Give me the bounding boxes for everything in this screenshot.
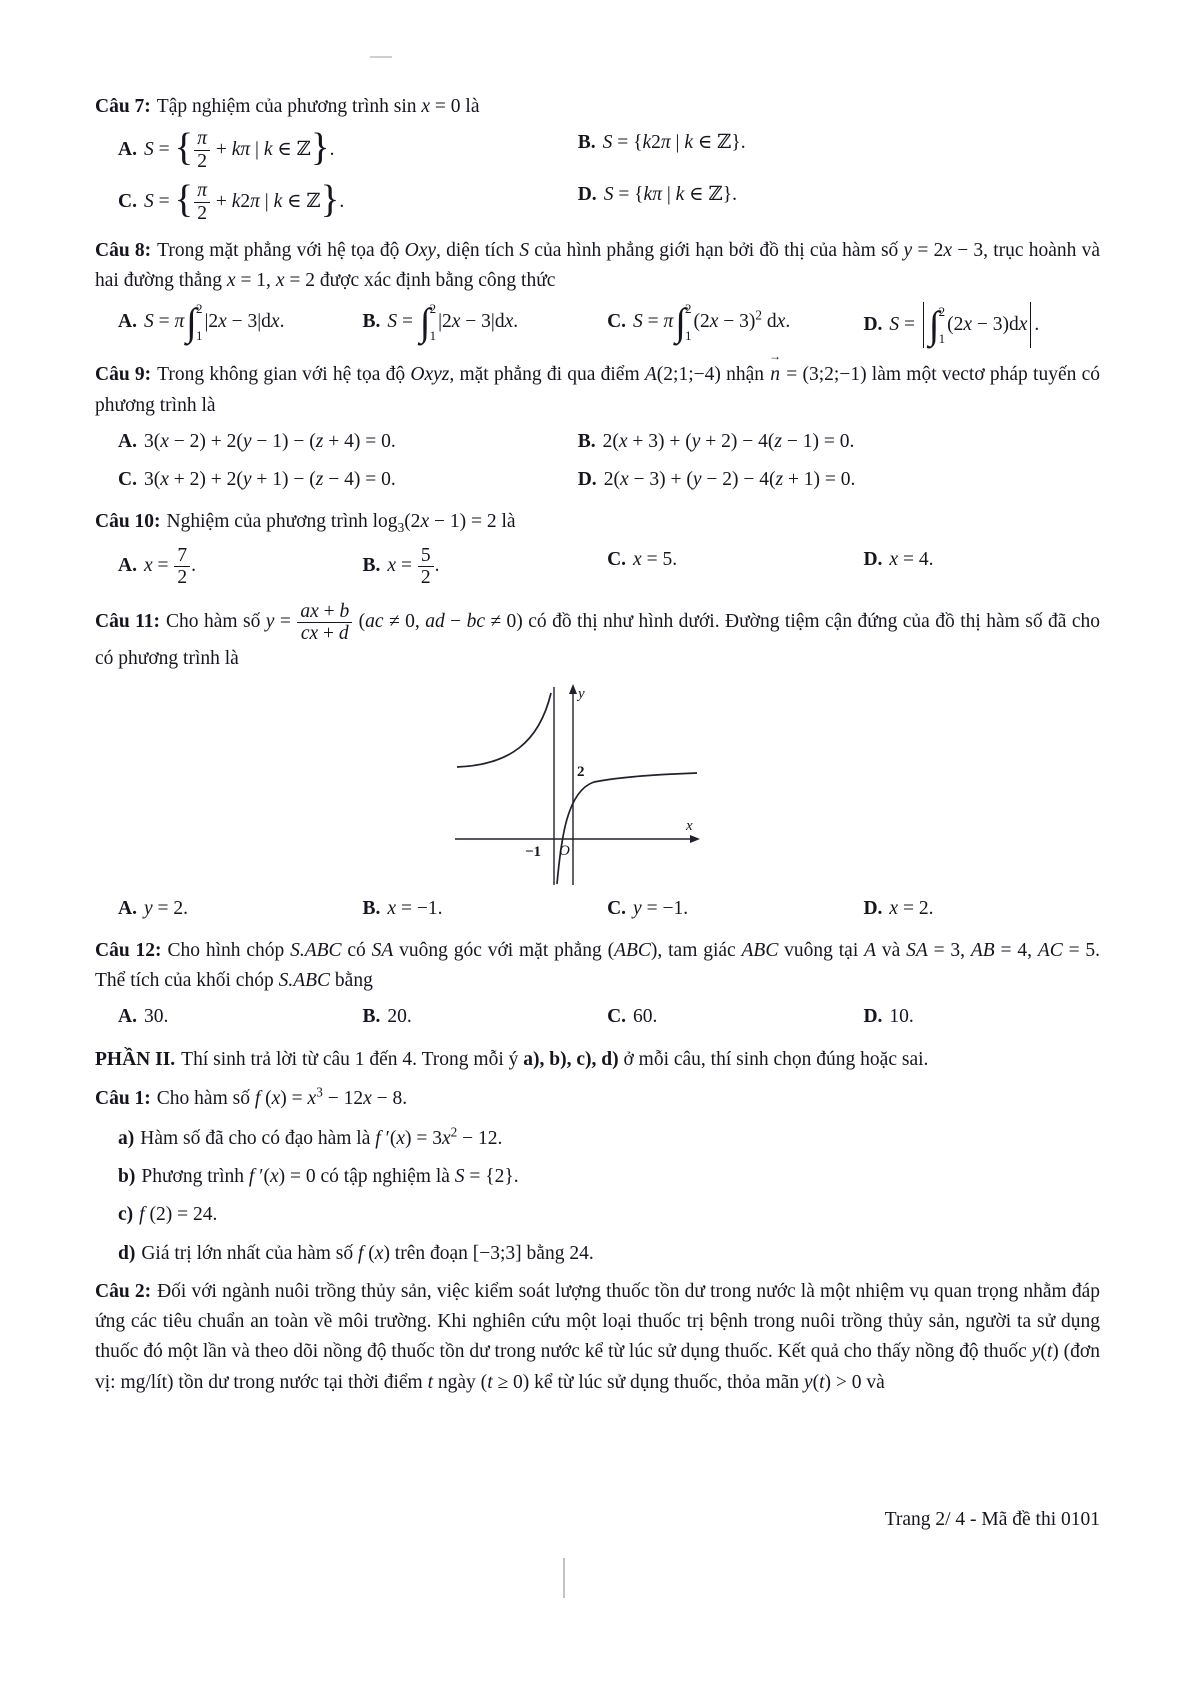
option-key-c: C. <box>607 310 627 332</box>
question-9-option-b <box>578 423 1100 461</box>
question-7 <box>95 92 1100 228</box>
question-8 <box>95 236 1100 352</box>
option-value-d: S = ∫ 2 1 (2x − 3)dx . <box>889 303 1040 347</box>
option-key-a: A. <box>118 310 137 332</box>
question-11-label: Câu 11: <box>95 611 161 632</box>
question-11-statement: Cho hàm số y = $\frac{ax + b}{cx + d}$ (ac ≠ 0, ad − bc ≠ 0) có đồ thị như hình dưới. Đường tiệm cận đứng của đồ thị hàm số đã cho có phương trình là <box>95 600 1101 670</box>
question-7-option-a <box>118 124 570 176</box>
question-9-label: Câu 9: <box>95 364 152 386</box>
option-value-a: x = $\frac{7}{2}$ . <box>143 544 196 589</box>
part2-heading-text: Thí sinh trả lời từ câu 1 đến 4. Trong mỗi ý a), b), c), d) ở mỗi câu, thí sinh chọn đúng hoặc sai. <box>181 1048 929 1070</box>
question-7-option-b <box>578 124 1100 176</box>
part2-question-1-item-c <box>118 1200 1100 1230</box>
option-value-b: 2(x + 3) + (y + 2) − 4(z − 1) = 0. <box>602 430 855 452</box>
option-key-b: B. <box>362 555 381 577</box>
option-key-d: D. <box>577 184 597 206</box>
option-value-d: 10. <box>889 1006 914 1028</box>
question-7-option-c <box>118 176 570 228</box>
question-11-option-d <box>863 890 1100 928</box>
question-9 <box>95 360 1100 499</box>
question-7-label: Câu 7: <box>95 96 151 117</box>
graph-origin-label: O <box>558 842 570 859</box>
question-8-label: Câu 8: <box>95 239 152 261</box>
option-key-a: A. <box>118 1006 137 1028</box>
option-key-b: B. <box>577 430 596 452</box>
scan-artifact-top <box>370 56 392 58</box>
part2-question-1-label: Câu 1: <box>95 1088 151 1110</box>
question-10-label: Câu 10: <box>95 511 161 533</box>
curve-right-branch <box>557 773 697 884</box>
option-key-c: C. <box>607 897 627 919</box>
option-value-a: y = 2. <box>143 897 188 919</box>
option-key-a: A. <box>118 555 137 577</box>
part2-question-1-item-b <box>118 1162 1100 1192</box>
option-value-a: S = π ∫ 2 1 |2x − 3|dx. <box>143 300 285 344</box>
graph-x-label: x <box>685 817 693 834</box>
option-value-a: S = { $\frac{\pi}{2}$ + kπ | k ∈ ℤ}. <box>143 126 335 172</box>
option-value-c: y = −1. <box>633 897 689 919</box>
option-value-c: S = π ∫ 2 1 $(2x - 3)^2$ dx. <box>633 300 791 344</box>
option-key-d: D. <box>863 1006 883 1028</box>
question-8-statement: Trong mặt phẳng với hệ tọa độ Oxy, diện tích S của hình phẳng giới hạn bởi đồ thị của hàm số y = 2x − 3, trục hoành và hai đường thẳng x = 1, x = 2 được xác định bằng công thức <box>95 239 1100 292</box>
option-key-d: D. <box>863 313 883 335</box>
option-key-b: B. <box>362 310 381 332</box>
option-value-d: 2(x − 3) + (y − 2) − 4(z + 1) = 0. <box>603 469 856 491</box>
item-value-b: Phương trình f ′(x) = 0 có tập nghiệm là S = {2}. <box>141 1166 519 1188</box>
question-8-option-b <box>363 298 600 352</box>
option-value-b: x = $\frac{5}{2}$ . <box>387 544 440 589</box>
option-key-c: C. <box>118 469 137 491</box>
question-7-statement: Tập nghiệm của phương trình sin x = 0 là <box>156 96 480 117</box>
option-key-c: C. <box>607 1006 627 1028</box>
option-key-a: A. <box>118 430 137 452</box>
hyperbola-graph-svg <box>451 681 701 888</box>
question-12-options <box>118 998 1100 1036</box>
y-axis-arrow <box>569 684 577 694</box>
part2-question-1-item-d <box>118 1239 1100 1269</box>
item-key-d: d) <box>118 1242 136 1264</box>
question-10-option-c <box>607 541 855 593</box>
option-value-c: S = { $\frac{\pi}{2}$ + k2π | k ∈ ℤ}. <box>143 178 345 224</box>
option-value-a: 30. <box>143 1006 169 1028</box>
graph-minus-one-label: −1 <box>524 843 541 860</box>
option-value-a: 3(x − 2) + 2(y − 1) − (z + 4) = 0. <box>143 430 396 452</box>
part2-question-2-text <box>95 1277 1100 1398</box>
question-7-text <box>95 92 1100 122</box>
option-value-d: S = {kπ | k ∈ ℤ}. <box>603 184 737 206</box>
question-10 <box>95 507 1100 592</box>
question-11-options <box>118 890 1100 928</box>
option-key-b: B. <box>362 1006 381 1028</box>
part2-question-1 <box>95 1083 1100 1269</box>
option-value-b: 20. <box>387 1006 412 1028</box>
item-value-d: Giá trị lớn nhất của hàm số f (x) trên đoạn [−3;3] bằng 24. <box>141 1242 594 1264</box>
question-11-option-b <box>363 890 600 928</box>
option-value-d: x = 2. <box>889 897 934 919</box>
question-12-option-a <box>118 998 355 1036</box>
question-10-option-d <box>863 541 1100 593</box>
question-7-options <box>118 124 1100 228</box>
question-10-statement: Nghiệm của phương trình $\log_3(2x - 1) = 2$ là <box>166 511 516 536</box>
question-8-text <box>95 236 1100 296</box>
part2-heading-label: PHẦN II. <box>95 1048 176 1070</box>
question-11 <box>95 601 1100 928</box>
part2-question-2 <box>95 1277 1100 1398</box>
question-11-text <box>95 601 1100 675</box>
item-value-c: f (2) = 24. <box>139 1204 218 1226</box>
question-9-options <box>118 423 1100 499</box>
option-key-d: D. <box>863 548 883 570</box>
question-9-text <box>95 360 1100 420</box>
option-key-b: B. <box>577 132 596 154</box>
question-10-option-a <box>118 541 355 593</box>
option-value-c: 3(x + 2) + 2(y + 1) − (z − 4) = 0. <box>143 469 396 491</box>
item-key-b: b) <box>118 1166 136 1188</box>
option-key-c: C. <box>118 190 137 212</box>
question-8-option-a <box>118 298 355 352</box>
graph-level-2-label: 2 <box>576 763 584 780</box>
option-value-c: x = 5. <box>633 548 678 570</box>
option-value-b: S = ∫ 2 1 |2x − 3|dx. <box>387 300 519 344</box>
part2-question-2-label: Câu 2: <box>95 1280 152 1302</box>
page-footer: Trang 2/ 4 - Mã đề thi 0101 <box>884 1508 1100 1530</box>
question-8-options <box>118 298 1100 352</box>
x-axis-arrow <box>690 835 700 843</box>
graph-y-label: y <box>577 685 585 702</box>
option-value-d: x = 4. <box>889 548 934 570</box>
option-key-d: D. <box>577 469 597 491</box>
part2-question-1-statement: Cho hàm số f $(x) = x^3 - 12x - 8$. <box>156 1084 408 1110</box>
question-11-option-c <box>607 890 855 928</box>
question-12-option-c <box>607 998 855 1036</box>
question-12 <box>95 936 1100 1037</box>
question-9-option-a <box>118 423 570 461</box>
question-9-option-c <box>118 461 570 499</box>
item-value-a: Hàm số đã cho có đạo hàm là f $'(x) = 3x^2 - 12$. <box>140 1124 503 1149</box>
item-key-c: c) <box>118 1204 134 1226</box>
option-key-a: A. <box>118 138 137 160</box>
question-8-option-d <box>863 298 1100 352</box>
scan-artifact-bottom <box>563 1558 565 1598</box>
question-10-options <box>118 541 1100 593</box>
part2-heading <box>95 1045 1100 1075</box>
question-12-option-b <box>363 998 600 1036</box>
option-key-c: C. <box>607 548 627 570</box>
question-12-text <box>95 936 1100 996</box>
q11-function-graph <box>73 681 1078 888</box>
question-12-option-d <box>863 998 1100 1036</box>
question-9-statement: Trong không gian với hệ tọa độ Oxyz, mặt phẳng đi qua điểm A(2;1;−4) nhận → n = (3;2;−1) làm một vectơ pháp tuyến có phương trình là <box>95 364 1100 415</box>
question-8-option-c <box>607 298 855 352</box>
question-11-option-a <box>118 890 355 928</box>
option-key-b: B. <box>362 897 381 919</box>
question-12-statement: Cho hình chóp S.ABC có SA vuông góc với mặt phẳng (ABC), tam giác ABC vuông tại A và SA = 3, AB = 4, AC = 5. Thể tích của khối chóp S.ABC bằng <box>95 939 1101 992</box>
question-9-option-d <box>578 461 1100 499</box>
option-value-b: x = −1. <box>387 897 443 919</box>
option-key-d: D. <box>863 897 883 919</box>
question-10-text <box>95 507 1100 538</box>
question-7-option-d <box>578 176 1100 228</box>
question-10-option-b <box>363 541 600 593</box>
curve-left-branch <box>457 693 551 767</box>
option-key-a: A. <box>118 897 137 919</box>
part2-question-1-text <box>95 1083 1100 1115</box>
option-value-b: S = {k2π | k ∈ ℤ}. <box>602 132 746 154</box>
part2-question-2-statement: Đối với ngành nuôi trồng thủy sản, việc kiểm soát lượng thuốc tồn dư trong nước là một nhiệm vụ quan trọng nhằm đáp ứng các tiêu chuẩn an toàn về môi trường. Khi nghiên cứu một loại thuốc trị bệnh trong nuôi trồng thủy sản, người ta sử dụng thuốc đó một lần và theo dõi nồng độ thuốc tồn dư trong nước kể từ lúc sử dụng thuốc. Kết quả cho thấy nồng độ thuốc y(t) (đơn vị: mg/lít) tồn dư trong nước tại thời điểm t ngày (t ≥ 0) kể từ lúc sử dụng thuốc, thỏa mãn y(t) > 0 và <box>95 1280 1100 1393</box>
item-key-a: a) <box>118 1128 135 1149</box>
option-value-c: 60. <box>633 1006 658 1028</box>
question-12-label: Câu 12: <box>95 939 162 961</box>
part2-question-1-item-a <box>118 1123 1100 1155</box>
